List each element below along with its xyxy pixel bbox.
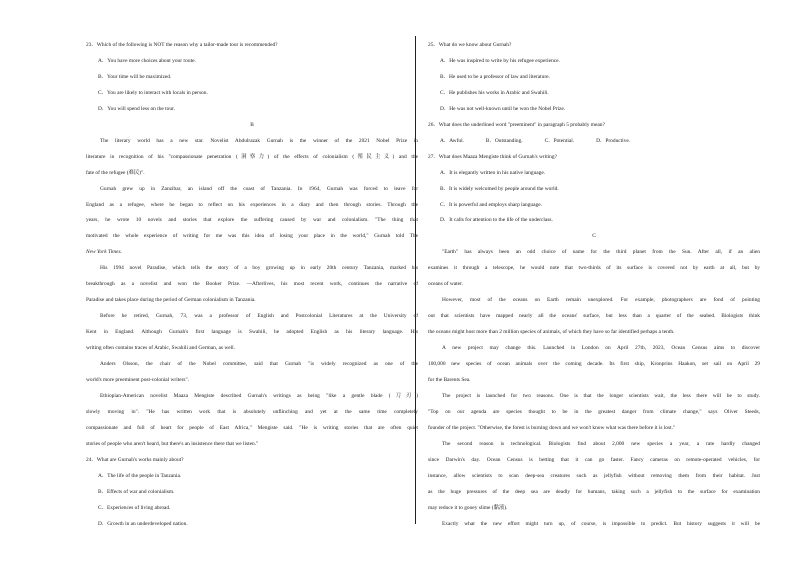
passage-c-line: may reduce it to gooey slime (黏液). — [428, 504, 508, 511]
question-25-option-c: C．He publishes his works in Arabic and Swahili. — [440, 89, 549, 96]
question-26-option-c: C．Potential. — [544, 137, 575, 144]
passage-c-line: the oceans might host more than 2 million species of animals, of which they have so far identified perhaps a tenth. — [428, 329, 675, 336]
question-27-option-b: B．It is widely welcomed by people around the world. — [440, 185, 559, 192]
passage-b-line: writing often contains traces of Arabic, Swahili and German, as well. — [86, 345, 235, 352]
passage-b-line: stories of people who aren't heard, but there's an insistence there that we listen." — [86, 440, 259, 447]
passage-c-line: However, most of the oceans on Earth remain unexplored. For example, photographers are fond of pointing — [442, 297, 760, 304]
question-24-option-d: D．Growth in an underdeveloped nation. — [98, 520, 188, 527]
question-27-stem: 27．What does Maaza Mengiste think of Gurnah's writing? — [428, 153, 557, 160]
question-25-option-d: D．He was not well-known until he won the Nobel Prize. — [440, 105, 566, 112]
passage-c-line: "Earth" has always been an odd choice of name for the third planet from the Sun. After all, if an alien — [442, 249, 760, 256]
question-24-option-a: A．The life of the people in Tanzania. — [98, 472, 182, 479]
passage-b-line: slowly moving in". "He has written work that is absolutely unflinching and yet at the same time completely — [86, 408, 418, 415]
passage-b-line: New York Times. — [86, 249, 122, 256]
question-26-stem: 26．What does the underlined word "preeminent" in paragraph 5 probably mean? — [428, 121, 605, 128]
passage-b-line: Ethiopian-American novelist Maaza Mengiste described Gurnah's writings as being "like a gentle blade (刀刃) — [100, 392, 418, 399]
passage-c-line: "Top on our agenda are species thought to be in the greatest danger from climate change," says Oliver Steeds, — [428, 408, 760, 415]
passage-c-line: The second reason is technological. Biologists find about 2,000 new species a year, a rate hardly changed — [442, 440, 760, 447]
question-23-option-d: D．You will spend less on the tour. — [98, 105, 175, 112]
passage-b-line: Kent in England. Although Gurnah's first language is Swahili, he adopted English as his literary language. His — [86, 329, 418, 336]
question-25-option-b: B．He used to be a professor of law and literature. — [440, 73, 550, 80]
passage-c-line: founder of the project. "Otherwise, the forest is burning down and we won't know what was there before it is lost." — [428, 424, 676, 431]
question-23-option-c: C．You are likely to interact with locals in person. — [98, 89, 208, 96]
question-26-options — [428, 134, 760, 150]
question-23-stem: 23．Which of the following is NOT the reason why a tailor-made tour is recommended? — [86, 42, 278, 48]
question-24-option-c: C．Experiences of living abroad. — [98, 504, 171, 511]
passage-b-line: motivated the whole experience of writing for me was this idea of losing your place in the world," Gurnah told The — [86, 233, 418, 240]
column-divider — [415, 36, 416, 524]
passage-c-line: instance, allow scientists to scan deep-sea creatures such as jellyfish without removing them from their habitat. Just — [428, 472, 760, 479]
passage-b-line: England as a refugee, where he began to reflect on his experiences in a diary and then through stories. Through the — [86, 201, 418, 208]
question-25-stem: 25．What do we know about Gurnah? — [428, 42, 512, 48]
left-column — [86, 38, 418, 533]
right-column — [428, 38, 760, 533]
passage-b-line: Before he retired, Gurnah, 73, was a professor of English and Postcolonial Literatures at the University of — [100, 313, 418, 320]
question-25-option-a: A．He was inspired to write by his refugee experience. — [440, 57, 560, 64]
passage-c-line: The project is launched for two reasons. One is that the longer scientists wait, the less there will be to study. — [442, 392, 760, 399]
passage-b-line: Anders Olsson, the chair of the Nobel committee, said that Gurnah "is widely recognized as one of the — [100, 361, 418, 368]
section-c-heading: C — [592, 233, 596, 240]
passage-b-line: years, he wrote 10 novels and stories that explore the suffering caused by war and colonialism. "The thing that — [86, 217, 418, 224]
passage-c-line: as the huge pressures of the deep sea are deadly for humans, taking such a jellyfish to the surface for examination — [428, 488, 760, 495]
passage-c-line: examines it through a telescope, he would note that two-thirds of its surface is covered not by earth at all, but by — [428, 265, 760, 272]
question-27-option-a: A．It is elegantly written in his native language. — [440, 169, 546, 176]
passage-b-line: Gurnah grew up in Zanzibar, an island off the coast of Tanzania. In 1964, Gurnah was forced to leave for — [100, 185, 418, 192]
passage-c-line: since Darwin's day. Ocean Census is betting that it can go faster. Fancy cameras on remote-operated vehicles, for — [428, 456, 760, 463]
passage-c-line: for the Barents Sea. — [428, 377, 471, 384]
question-27-option-d: D．It calls for attention to the life of the underclass. — [440, 217, 553, 224]
passage-b-line: Paradise and takes place during the period of German colonialism in Tanzania. — [86, 297, 256, 304]
passage-b-line: breakthrough as a novelist and won the Booker Prize. —Afterlives, his most recent work, continues the narrative of — [86, 281, 418, 288]
question-26-option-d: D．Productive. — [596, 137, 631, 144]
question-27-option-c: C．It is powerful and employs sharp language. — [440, 201, 542, 208]
question-24-option-b: B．Effects of war and colonialism. — [98, 488, 175, 495]
section-b-heading: B — [250, 121, 254, 128]
passage-c-line: 100,000 new species of ocean animals over the coming decade. Its first ship, Kronprins Haakon, set sail on April 29 — [428, 361, 760, 368]
passage-c-line: oceans of water. — [428, 281, 463, 288]
question-26-option-b: B．Outstanding. — [485, 137, 523, 144]
passage-c-line: A new project may change this. Launched in London on April 27th, 2023, Ocean Census aims to discover — [442, 345, 760, 352]
passage-b-line: The literary world has a new star. Novelist Abdulrazak Gurnah is the winner of the 2021 Nobel Prize in — [100, 137, 418, 144]
passage-b-line: compassionate and full of heart for people of East Africa," Mengiste said. "He is writing stories that are often quiet — [86, 424, 418, 431]
passage-b-line: fate of the refugee (难民)". — [86, 169, 145, 176]
question-24-stem: 24．What are Gurnah's works mainly about? — [86, 456, 184, 463]
question-23-option-a: A．You have more choices about your route. — [98, 57, 196, 64]
passage-c-line: Exactly what the new effort might turn up, of course, is impossible to predict. But history suggests it will be — [442, 520, 760, 527]
passage-b-line: world's more preeminent post-colonial writers". — [86, 377, 190, 384]
passage-c-line: out that scientists have mapped nearly all the oceans' surface, but less than a quarter of the seabed. Biologists think — [428, 313, 760, 320]
passage-b-line: His 1994 novel Paradise, which tells the story of a boy growing up in early 20th century Tanzania, marked his — [100, 265, 418, 272]
question-26-option-a: A．Awful. — [440, 137, 464, 144]
passage-b-line: literature in recognition of his "compassionate penetration (洞察力) of the effects of colonialism (殖民主义) and the — [86, 153, 418, 160]
question-23-option-b: B．Your time will be maximized. — [98, 73, 172, 80]
